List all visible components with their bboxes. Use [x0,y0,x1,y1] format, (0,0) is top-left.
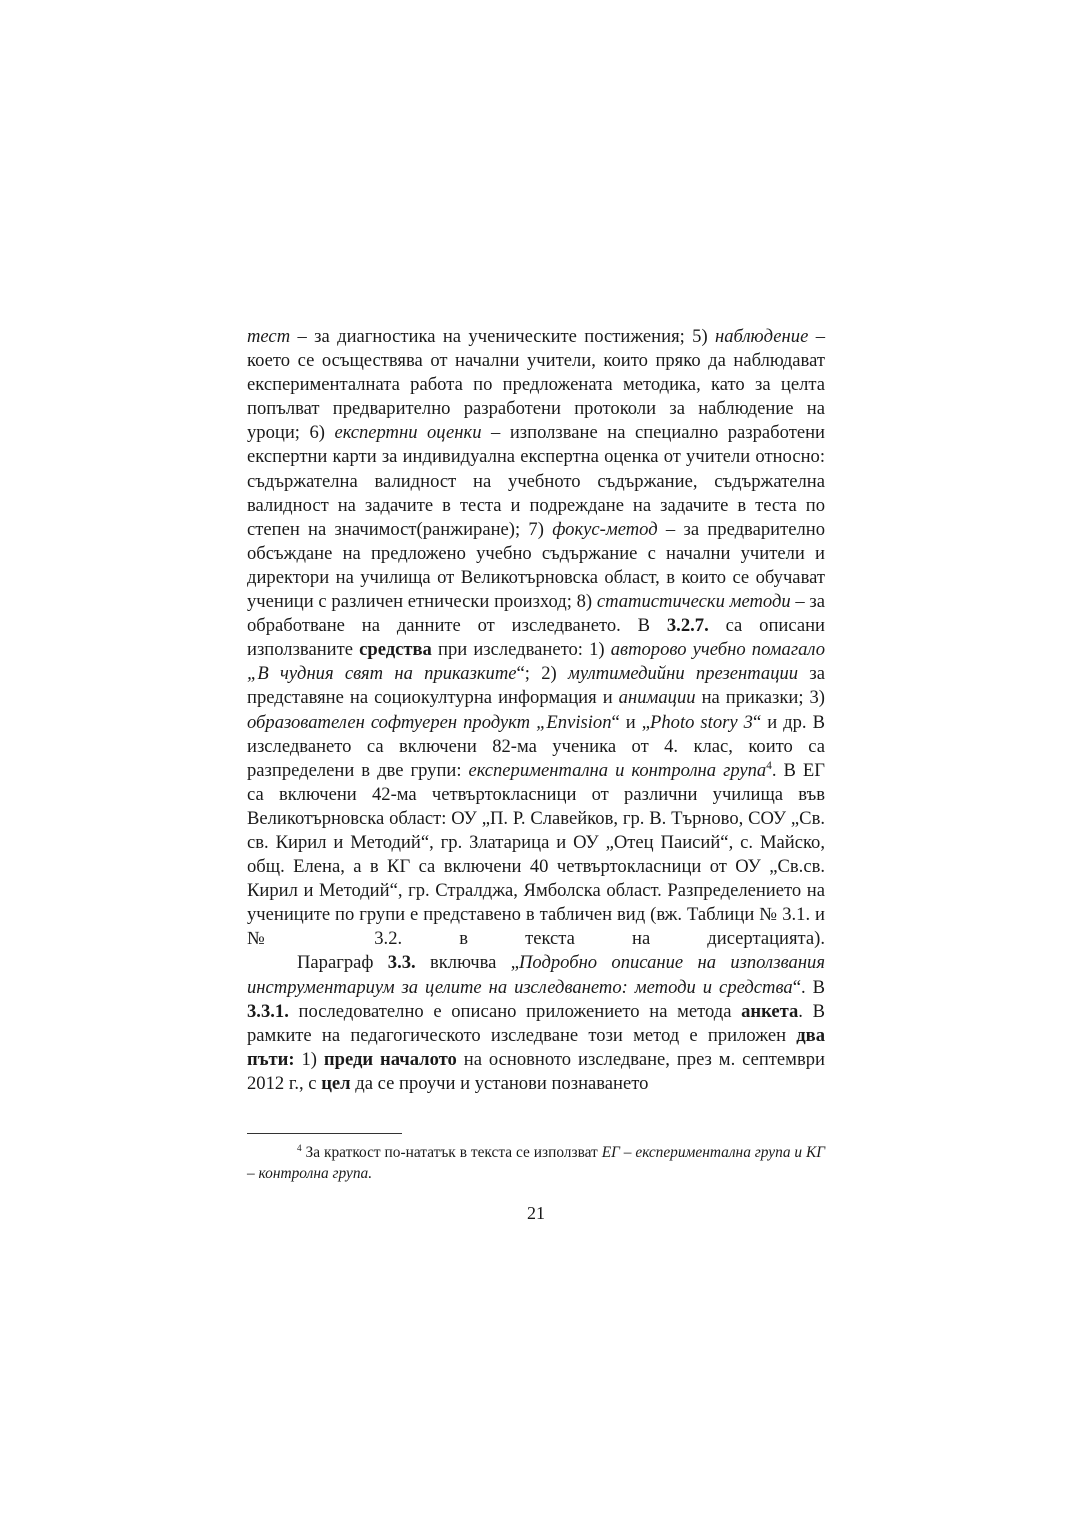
paragraph-methods-means: тест – за диагностика на ученическите постижения; 5) наблюдение – което се осъществява от начални учители, които пряко да наблюдават експерименталната работа по предложената методика, като за целта попълват предварително разработени протоколи за наблюдение на уроци; 6) експертни оценки – използване на специално разработени експертни карти за индивидуална експертна оценка от учители относно: съдържателна валидност на учебното съдържание, съдържателна валидност на задачите в теста и подреждане на задачите в теста по степен на значимост(ранжиране); 7) фокус-метод – за предварително обсъждане на предложено учебно съдържание с начални учители и директори на училища от Великотърновска област, в които се обучават ученици с различен етнически произход; 8) статистически методи – за обработване на данните от изследването. В 3.2.7. са описани използваните средства при изследването: 1) авторово учебно помагало „В чудния свят на приказките“; 2) мултимедийни презентации за представяне на социокултурна информация и анимации на приказки; 3) образователен софтуерен продукт „Envision“ и „Photo story 3“ и др. В изследването са включени 82-ма ученика от 4. клас, които са разпределени в две групи: експериментална и контролна група$^4$. В ЕГ са включени 42-ма четвъртокласници от различни училища във Великотърновска област: ОУ „П. Р. Славейков, гр. В. Търново, СОУ „Св. св. Кирил и Методий“, гр. Златарица и ОУ „Отец Паисий“, с. Майско, общ. Елена, а в КГ са включени 40 четвъртокласници от ОУ „Св.св. Кирил и Методий“, гр. Стралджа, Ямболска област. Разпределението на учениците по групи е представено в табличен вид (вж. Таблици № 3.1. и № 3.2. в текста на дисертацията). [247,326,826,950]
footnote: $^4$ За краткост по-нататък в текста се използват ЕГ – експериментална група и КГ – контролна група. [247,1142,826,1182]
footnote-separator [247,1133,402,1134]
page-number: 21 [527,1203,545,1223]
footnote-reference: 4 [766,759,772,772]
footnote-marker: 4 [297,1142,302,1153]
paragraph-section-3-3: Параграф 3.3. включва „Подробно описание на използвания инструментариум за целите на изследването: методи и средства“. В 3.3.1. последователно е описано приложението на метода анкета. В рамките на педагогическото изследване този метод е приложен два пъти: 1) преди началото на основното изследване, през м. септември 2012 г., с цел да се проучи и установи познаването [247,952,825,1094]
body-text [247,325,825,1096]
